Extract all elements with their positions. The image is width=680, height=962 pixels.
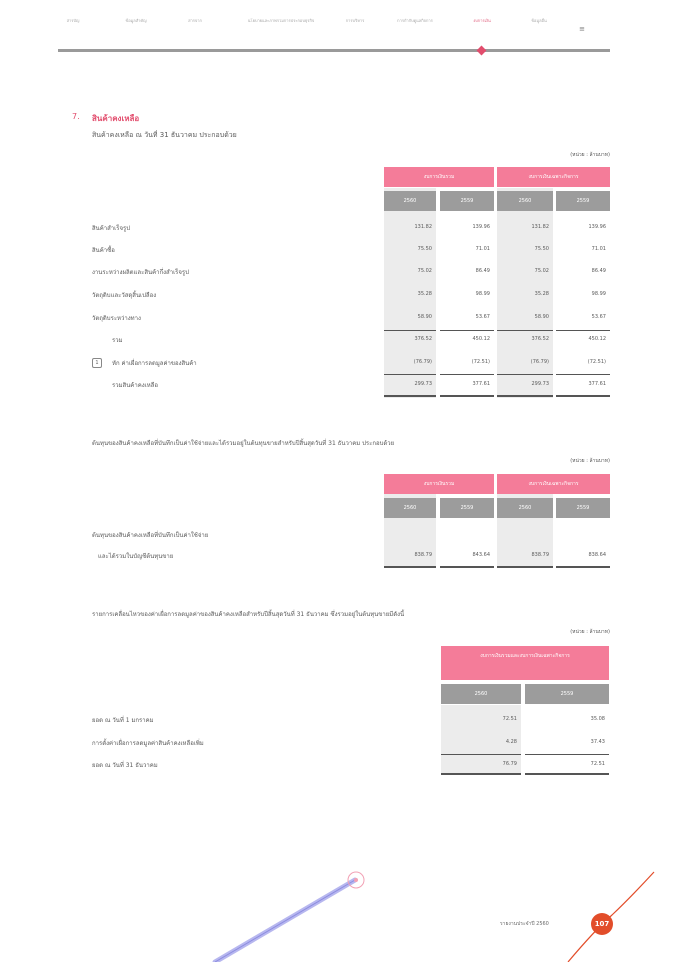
row-label: รวมสินค้าคงเหลือ bbox=[112, 382, 158, 389]
unit-label-table2: (หน่วย : ล้านบาท) bbox=[570, 458, 610, 464]
year-header: 2559 bbox=[525, 684, 609, 704]
header-separate: งบการเงินเฉพาะกิจการ bbox=[497, 167, 610, 187]
row-label: ยอด ณ วันที่ 1 มกราคม bbox=[92, 717, 154, 724]
nav-item-contents[interactable]: สารบัญ bbox=[66, 18, 80, 23]
table-cell: 377.61 bbox=[472, 381, 490, 387]
year-header: 2560 bbox=[441, 684, 521, 704]
row-label: งานระหว่างผลิตและสินค้ากึ่งสำเร็จรูป bbox=[92, 269, 189, 276]
year-header: 2559 bbox=[556, 191, 610, 211]
table-cell: 838.64 bbox=[588, 552, 606, 558]
nav-item-governance[interactable]: การกำกับดูแลกิจการ bbox=[397, 18, 433, 23]
table-cell: (72.51) bbox=[471, 359, 490, 365]
table-cell: 71.01 bbox=[475, 246, 490, 252]
table-cell: 35.28 bbox=[534, 291, 549, 297]
unit-label-table1: (หน่วย : ล้านบาท) bbox=[570, 152, 610, 158]
row-label: ต้นทุนของสินค้าคงเหลือที่บันทึกเป็นค่าใช้จ่าย bbox=[92, 532, 209, 539]
table-cell: 98.99 bbox=[475, 291, 490, 297]
nav-item-highlights[interactable]: ข้อมูลสำคัญ bbox=[125, 18, 147, 23]
header-separate: งบการเงินเฉพาะกิจการ bbox=[497, 474, 610, 494]
table-cell: 450.12 bbox=[472, 336, 490, 342]
row-label: หัก ค่าเผื่อการลดมูลค่าของสินค้า bbox=[112, 360, 197, 367]
year-header: 2560 bbox=[497, 498, 553, 518]
table-cell: 35.28 bbox=[417, 291, 432, 297]
nav-item-management[interactable]: การบริหาร bbox=[345, 18, 365, 23]
year-header: 2560 bbox=[384, 498, 436, 518]
table-cell: 838.79 bbox=[414, 552, 432, 558]
table-cell: 53.67 bbox=[475, 314, 490, 320]
table-cell: 376.52 bbox=[531, 336, 549, 342]
table-cell: 838.79 bbox=[531, 552, 549, 558]
year-header: 2559 bbox=[440, 498, 494, 518]
page-number-badge: 107 bbox=[591, 913, 613, 935]
table-cell: 131.82 bbox=[531, 224, 549, 230]
table-cell: 299.73 bbox=[531, 381, 549, 387]
header-consolidated: งบการเงินรวม bbox=[384, 474, 494, 494]
nav-item-other-info[interactable]: ข้อมูลอื่น bbox=[531, 18, 547, 23]
nav-item-financial-statements[interactable]: งบการเงิน bbox=[473, 18, 491, 23]
table-cell: 139.96 bbox=[588, 224, 606, 230]
year-header: 2559 bbox=[556, 498, 610, 518]
section-number: 7. bbox=[72, 112, 80, 121]
section-title: สินค้าคงเหลือ bbox=[92, 114, 140, 123]
table-cell: (76.79) bbox=[530, 359, 549, 365]
year-header: 2560 bbox=[497, 191, 553, 211]
row-label: วัตถุดิบและวัสดุสิ้นเปลือง bbox=[92, 292, 157, 299]
row-label: และได้รวมในบัญชีต้นทุนขาย bbox=[98, 553, 174, 560]
note-badge: 1 bbox=[92, 358, 102, 368]
row-label: ยอด ณ วันที่ 31 ธันวาคม bbox=[92, 762, 158, 769]
row-label: สินค้าซื้อ bbox=[92, 247, 115, 254]
table-cell: 98.99 bbox=[591, 291, 606, 297]
unit-label-table3: (หน่วย : ล้านบาท) bbox=[570, 629, 610, 635]
table-cell: 86.49 bbox=[591, 268, 606, 274]
row-label: วัตถุดิบระหว่างทาง bbox=[92, 315, 141, 322]
row-label: รวม bbox=[112, 337, 123, 344]
table-cell: 58.90 bbox=[534, 314, 549, 320]
table-cell: 86.49 bbox=[475, 268, 490, 274]
table-cell: 71.01 bbox=[591, 246, 606, 252]
table-cell: 53.67 bbox=[591, 314, 606, 320]
table-cell: (76.79) bbox=[413, 359, 432, 365]
paragraph-allowance-movement: รายการเคลื่อนไหวของค่าเผื่อการลดมูลค่าของสินค้าคงเหลือสำหรับปีสิ้นสุดวันที่ 31 ธันวาคม ซึ่งรวมอยู่ในต้นทุนขายมีดังนี้ bbox=[92, 611, 405, 618]
nav-item-business-policy[interactable]: นโยบายและภาพรวมการประกอบธุรกิจ bbox=[247, 18, 315, 23]
table-cell: 75.50 bbox=[534, 246, 549, 252]
section-subtitle: สินค้าคงเหลือ ณ วันที่ 31 ธันวาคม ประกอบด้วย bbox=[92, 131, 237, 139]
table-cell: 35.08 bbox=[590, 716, 605, 722]
table-cell: 843.64 bbox=[472, 552, 490, 558]
table-cell: 75.02 bbox=[534, 268, 549, 274]
table-cell: 4.28 bbox=[505, 739, 517, 745]
table-cell: 76.79 bbox=[502, 761, 517, 767]
footer-report-label: รายงานประจำปี 2560 bbox=[500, 921, 549, 927]
table-cell: 131.82 bbox=[414, 224, 432, 230]
row-label: สินค้าสำเร็จรูป bbox=[92, 225, 130, 232]
row-label: การตั้งค่าเผื่อการลดมูลค่าสินค้าคงเหลือเพิ่ม bbox=[92, 740, 204, 747]
table-cell: 75.02 bbox=[417, 268, 432, 274]
header-consolidated-and-separate: งบการเงินรวมและงบการเงินเฉพาะกิจการ bbox=[441, 646, 609, 680]
header-consolidated: งบการเงินรวม bbox=[384, 167, 494, 187]
table-cell: 72.51 bbox=[590, 761, 605, 767]
table-cell: 75.50 bbox=[417, 246, 432, 252]
table-cell: 58.90 bbox=[417, 314, 432, 320]
table-cell: 450.12 bbox=[588, 336, 606, 342]
menu-icon[interactable]: ≡ bbox=[579, 25, 585, 33]
table-cell: 37.43 bbox=[590, 739, 605, 745]
year-header: 2559 bbox=[440, 191, 494, 211]
table-cell: 139.96 bbox=[472, 224, 490, 230]
table-cell: 376.52 bbox=[414, 336, 432, 342]
table-cell: 72.51 bbox=[502, 716, 517, 722]
table-cell: (72.51) bbox=[587, 359, 606, 365]
table-cell: 377.61 bbox=[588, 381, 606, 387]
year-header: 2560 bbox=[384, 191, 436, 211]
nav-item-message[interactable]: สารจาก bbox=[188, 18, 202, 23]
paragraph-cost-of-sales: ต้นทุนของสินค้าคงเหลือที่บันทึกเป็นค่าใช้จ่ายและได้รวมอยู่ในต้นทุนขายสำหรับปีสิ้นสุดวันที่ 31 ธันวาคม ประกอบด้วย bbox=[92, 440, 395, 447]
table-cell: 299.73 bbox=[414, 381, 432, 387]
